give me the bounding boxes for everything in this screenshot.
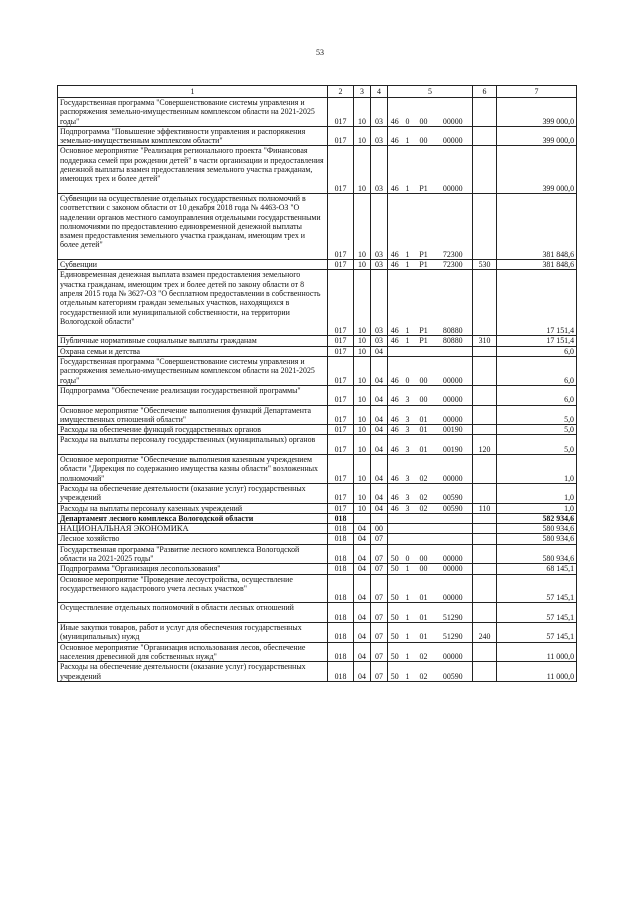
row-name-cell: Единовременная денежная выплата взамен предоставления земельного участка гражданам, имеющим трех и более детей по закону области от 8 апреля 2015 года № 3627-ОЗ "О бесплатном предоставлении в собственность отдельным категориям граждан земельных участков, находящихся в государственной или муниципальной собственности, на территории Вологодской области" [58,270,328,336]
row-name-cell: Расходы на обеспечение деятельности (оказание услуг) государственных учреждений [58,483,328,503]
row-section-code: 10 [354,503,371,513]
row-activity-code: P1 [414,193,434,259]
row-direction-code: 72300 [434,193,473,259]
table-row [58,534,577,544]
row-ministry-code: 018 [328,662,354,682]
row-section-code: 04 [354,564,371,574]
row-amount: 5,0 [497,425,577,435]
row-subprogram-code: 1 [402,564,414,574]
row-activity-code: 01 [414,623,434,643]
row-subsection-code: 04 [371,435,388,455]
row-name-cell: Подпрограмма "Повышение эффективности управления и распоряжения земельно-имущественным комплексом области" [58,126,328,146]
row-subprogram-code: 3 [402,385,414,405]
row-expense-type-code [473,603,497,623]
row-subprogram-code: 1 [402,603,414,623]
row-subsection-code: 03 [371,98,388,127]
row-section-code: 10 [354,336,371,346]
row-activity-code: P1 [414,270,434,336]
row-expense-type-code [473,524,497,534]
table-row [58,260,577,270]
row-direction-code [434,513,473,523]
row-section-code: 04 [354,524,371,534]
row-subsection-code: 00 [371,524,388,534]
row-ministry-code: 018 [328,642,354,662]
row-amount: 5,0 [497,405,577,425]
row-direction-code: 00000 [434,126,473,146]
row-program-code: 46 [388,405,402,425]
row-amount: 1,0 [497,483,577,503]
row-subsection-code: 04 [371,503,388,513]
row-direction-code: 00590 [434,503,473,513]
row-program-code: 46 [388,425,402,435]
row-subprogram-code: 1 [402,574,414,603]
row-activity-code: 02 [414,503,434,513]
row-name-cell: НАЦИОНАЛЬНАЯ ЭКОНОМИКА [58,524,328,534]
row-name-cell: Государственная программа "Совершенствование системы управления и распоряжения земельно-имущественным комплексом области на 2021-2025 годы" [58,357,328,386]
row-section-code: 10 [354,455,371,484]
row-program-code: 50 [388,603,402,623]
row-name-cell: Охрана семьи и детства [58,346,328,356]
row-subsection-code [371,513,388,523]
row-subsection-code: 07 [371,574,388,603]
row-subsection-code: 07 [371,544,388,564]
row-subprogram-code [402,513,414,523]
row-direction-code: 72300 [434,260,473,270]
row-subsection-code: 07 [371,662,388,682]
row-activity-code: 00 [414,544,434,564]
row-subprogram-code: 3 [402,483,414,503]
row-name-cell: Подпрограмма "Обеспечение реализации государственной программы" [58,385,328,405]
row-program-code [388,524,402,534]
row-ministry-code: 017 [328,357,354,386]
header-cell-1: 1 [58,86,328,98]
row-name-cell: Субвенции на осуществление отдельных государственных полномочий в соответствии с законом области от 10 декабря 2018 года № 4463-ОЗ "О наделении органов местного самоуправления отдельными государственными полномочиями по предоставлению единовременной денежной выплаты взамен предоставления земельного участка гражданам, имеющим трех и более детей" [58,193,328,259]
row-program-code [388,346,402,356]
row-section-code: 04 [354,603,371,623]
table-row [58,564,577,574]
table-row [58,425,577,435]
row-section-code [354,513,371,523]
row-section-code: 10 [354,126,371,146]
table-row [58,455,577,484]
row-name-cell: Расходы на обеспечение функций государственных органов [58,425,328,435]
row-subprogram-code: 0 [402,357,414,386]
row-direction-code: 00190 [434,435,473,455]
row-subprogram-code: 0 [402,98,414,127]
row-ministry-code: 018 [328,603,354,623]
row-subsection-code: 04 [371,385,388,405]
row-direction-code: 00000 [434,405,473,425]
row-ministry-code: 017 [328,126,354,146]
row-activity-code: P1 [414,336,434,346]
row-expense-type-code [473,405,497,425]
row-amount: 6,0 [497,385,577,405]
table-row [58,483,577,503]
header-row [58,86,577,98]
row-section-code: 04 [354,544,371,564]
row-ministry-code: 017 [328,270,354,336]
row-subprogram-code: 1 [402,623,414,643]
row-ministry-code: 017 [328,435,354,455]
table-row [58,146,577,194]
row-program-code: 46 [388,483,402,503]
row-expense-type-code [473,346,497,356]
table-row [58,503,577,513]
row-expense-type-code [473,642,497,662]
row-direction-code: 00000 [434,455,473,484]
row-expense-type-code [473,455,497,484]
row-subprogram-code [402,534,414,544]
row-subsection-code: 04 [371,455,388,484]
row-subprogram-code: 3 [402,503,414,513]
table-row [58,642,577,662]
row-subprogram-code: 1 [402,126,414,146]
row-direction-code: 51290 [434,623,473,643]
row-expense-type-code [473,513,497,523]
row-direction-code [434,524,473,534]
table-row [58,435,577,455]
row-direction-code [434,346,473,356]
row-expense-type-code [473,270,497,336]
row-amount: 399 000,0 [497,126,577,146]
row-direction-code: 80880 [434,270,473,336]
row-section-code: 10 [354,260,371,270]
table-row [58,662,577,682]
row-section-code: 10 [354,483,371,503]
row-direction-code: 00000 [434,574,473,603]
row-activity-code: 00 [414,564,434,574]
row-name-cell: Основное мероприятие "Обеспечение выполнения функций Департамента имущественных отношений области" [58,405,328,425]
row-direction-code: 00190 [434,425,473,435]
row-expense-type-code [473,193,497,259]
row-ministry-code: 017 [328,503,354,513]
row-subsection-code: 07 [371,642,388,662]
row-subsection-code: 03 [371,260,388,270]
row-subsection-code: 03 [371,126,388,146]
row-ministry-code: 018 [328,574,354,603]
row-ministry-code: 018 [328,534,354,544]
row-name-cell: Основное мероприятие "Реализация регионального проекта "Финансовая поддержка семей при рождении детей" в части организации и предоставления денежной выплаты взамен предоставления земельного участка гражданам, имеющих трех и более детей" [58,146,328,194]
row-activity-code: 02 [414,483,434,503]
row-direction-code: 00000 [434,146,473,194]
row-amount: 57 145,1 [497,603,577,623]
table-row [58,405,577,425]
row-program-code: 46 [388,455,402,484]
row-direction-code: 00000 [434,98,473,127]
row-subsection-code: 03 [371,193,388,259]
row-subsection-code: 07 [371,564,388,574]
table-row [58,524,577,534]
row-activity-code: 00 [414,98,434,127]
row-activity-code: 02 [414,662,434,682]
row-section-code: 10 [354,98,371,127]
table-row [58,270,577,336]
row-amount: 11 000,0 [497,642,577,662]
row-amount: 11 000,0 [497,662,577,682]
row-program-code: 50 [388,642,402,662]
row-direction-code: 00590 [434,662,473,682]
row-section-code: 04 [354,623,371,643]
row-section-code: 04 [354,534,371,544]
row-subprogram-code: 3 [402,405,414,425]
row-direction-code: 51290 [434,603,473,623]
row-section-code: 10 [354,385,371,405]
row-name-cell: Подпрограмма "Организация лесопользования" [58,564,328,574]
row-subsection-code: 03 [371,146,388,194]
row-activity-code: 01 [414,425,434,435]
row-activity-code [414,346,434,356]
row-amount: 6,0 [497,346,577,356]
row-expense-type-code [473,574,497,603]
row-ministry-code: 017 [328,455,354,484]
row-program-code: 46 [388,357,402,386]
row-activity-code: P1 [414,146,434,194]
row-ministry-code: 018 [328,623,354,643]
row-program-code [388,513,402,523]
table-row [58,544,577,564]
row-expense-type-code: 310 [473,336,497,346]
row-direction-code: 00000 [434,642,473,662]
row-expense-type-code [473,385,497,405]
table-row [58,98,577,127]
row-amount: 381 848,6 [497,260,577,270]
row-name-cell: Основное мероприятие "Обеспечение выполнения казенным учреждением области "Дирекция по содержанию имущества казны области" возложенных полномочий" [58,455,328,484]
table-row [58,385,577,405]
row-expense-type-code [473,357,497,386]
row-ministry-code: 018 [328,524,354,534]
row-name-cell: Лесное хозяйство [58,534,328,544]
row-subsection-code: 03 [371,270,388,336]
row-activity-code [414,524,434,534]
header-cell-5: 5 [388,86,473,98]
row-name-cell: Государственная программа "Развитие лесного комплекса Вологодской области на 2021-2025 годы" [58,544,328,564]
row-amount: 6,0 [497,357,577,386]
row-expense-type-code [473,544,497,564]
row-name-cell: Иные закупки товаров, работ и услуг для обеспечения государственных (муниципальных) нужд [58,623,328,643]
row-subprogram-code: 1 [402,146,414,194]
row-program-code: 50 [388,662,402,682]
row-subprogram-code: 3 [402,425,414,435]
row-program-code: 46 [388,385,402,405]
row-direction-code: 80880 [434,336,473,346]
row-program-code: 46 [388,193,402,259]
row-activity-code: 00 [414,126,434,146]
row-activity-code: P1 [414,260,434,270]
table-row [58,346,577,356]
row-program-code: 50 [388,623,402,643]
row-expense-type-code [473,425,497,435]
row-subsection-code: 07 [371,623,388,643]
row-subprogram-code: 1 [402,260,414,270]
row-subprogram-code: 1 [402,270,414,336]
row-activity-code: 00 [414,385,434,405]
row-amount: 399 000,0 [497,146,577,194]
row-ministry-code: 017 [328,346,354,356]
row-subprogram-code: 1 [402,642,414,662]
row-amount: 580 934,6 [497,544,577,564]
row-ministry-code: 018 [328,564,354,574]
table-body [58,98,577,682]
row-section-code: 04 [354,642,371,662]
row-ministry-code: 017 [328,193,354,259]
row-subprogram-code: 3 [402,455,414,484]
row-amount: 580 934,6 [497,534,577,544]
row-name-cell: Основное мероприятие "Организация использования лесов, обеспечение населения древесиной для собственных нужд" [58,642,328,662]
table-row [58,574,577,603]
row-subsection-code: 04 [371,357,388,386]
row-amount: 381 848,6 [497,193,577,259]
row-ministry-code: 017 [328,425,354,435]
row-subprogram-code: 1 [402,336,414,346]
row-direction-code: 00000 [434,544,473,564]
row-direction-code: 00000 [434,385,473,405]
row-amount: 57 145,1 [497,623,577,643]
row-activity-code [414,534,434,544]
page-number: 53 [316,48,324,57]
row-activity-code: 01 [414,435,434,455]
row-name-cell: Субвенции [58,260,328,270]
row-subsection-code: 07 [371,603,388,623]
row-section-code: 10 [354,435,371,455]
row-expense-type-code: 530 [473,260,497,270]
row-subsection-code: 04 [371,346,388,356]
row-ministry-code: 017 [328,483,354,503]
row-ministry-code: 017 [328,405,354,425]
row-expense-type-code: 240 [473,623,497,643]
table-row [58,126,577,146]
row-program-code: 46 [388,260,402,270]
row-subprogram-code: 1 [402,662,414,682]
row-subsection-code: 04 [371,425,388,435]
row-program-code: 46 [388,336,402,346]
header-cell-4: 4 [371,86,388,98]
row-ministry-code: 017 [328,336,354,346]
row-ministry-code: 017 [328,98,354,127]
row-program-code: 46 [388,98,402,127]
row-activity-code: 02 [414,455,434,484]
row-program-code: 46 [388,270,402,336]
table-row [58,193,577,259]
table-row [58,357,577,386]
row-section-code: 10 [354,270,371,336]
row-program-code: 50 [388,544,402,564]
row-subprogram-code: 1 [402,193,414,259]
row-amount: 17 151,4 [497,270,577,336]
row-section-code: 10 [354,357,371,386]
row-subsection-code: 03 [371,336,388,346]
table-row [58,623,577,643]
row-expense-type-code: 120 [473,435,497,455]
row-name-cell: Основное мероприятие "Проведение лесоустройства, осуществление государственного кадастрового учета лесных участков" [58,574,328,603]
row-expense-type-code [473,98,497,127]
row-section-code: 10 [354,425,371,435]
row-expense-type-code: 110 [473,503,497,513]
row-amount: 399 000,0 [497,98,577,127]
row-expense-type-code [473,146,497,194]
row-direction-code: 00590 [434,483,473,503]
row-program-code: 50 [388,564,402,574]
row-program-code: 46 [388,146,402,194]
row-program-code: 50 [388,574,402,603]
header-cell-6: 6 [473,86,497,98]
row-amount: 580 934,6 [497,524,577,534]
row-program-code: 46 [388,126,402,146]
row-activity-code [414,513,434,523]
row-program-code [388,534,402,544]
row-amount: 5,0 [497,435,577,455]
row-name-cell: Государственная программа "Совершенствование системы управления и распоряжения земельно-имущественным комплексом области на 2021-2025 годы" [58,98,328,127]
row-subprogram-code [402,524,414,534]
row-direction-code: 00000 [434,564,473,574]
row-subsection-code: 07 [371,534,388,544]
row-subprogram-code: 0 [402,544,414,564]
row-ministry-code: 017 [328,385,354,405]
row-expense-type-code [473,483,497,503]
row-subprogram-code [402,346,414,356]
row-section-code: 10 [354,193,371,259]
row-expense-type-code [473,662,497,682]
row-program-code: 46 [388,435,402,455]
row-name-cell: Департамент лесного комплекса Вологодской области [58,513,328,523]
row-section-code: 04 [354,574,371,603]
row-expense-type-code [473,564,497,574]
table-row [58,336,577,346]
table-row [58,603,577,623]
row-name-cell: Расходы на обеспечение деятельности (оказание услуг) государственных учреждений [58,662,328,682]
row-subprogram-code: 3 [402,435,414,455]
row-section-code: 04 [354,662,371,682]
row-amount: 57 145,1 [497,574,577,603]
row-ministry-code: 017 [328,146,354,194]
row-section-code: 10 [354,405,371,425]
row-ministry-code: 017 [328,260,354,270]
row-activity-code: 01 [414,603,434,623]
row-activity-code: 01 [414,574,434,603]
row-activity-code: 02 [414,642,434,662]
row-amount: 1,0 [497,455,577,484]
row-section-code: 10 [354,346,371,356]
row-expense-type-code [473,534,497,544]
row-direction-code: 00000 [434,357,473,386]
table-row [58,513,577,523]
row-activity-code: 00 [414,357,434,386]
budget-table [57,85,577,682]
row-subsection-code: 04 [371,405,388,425]
row-expense-type-code [473,126,497,146]
header-cell-7: 7 [497,86,577,98]
row-program-code: 46 [388,503,402,513]
row-name-cell: Публичные нормативные социальные выплаты гражданам [58,336,328,346]
row-section-code: 10 [354,146,371,194]
row-amount: 68 145,1 [497,564,577,574]
row-name-cell: Расходы на выплаты персоналу казенных учреждений [58,503,328,513]
header-cell-3: 3 [354,86,371,98]
row-ministry-code: 018 [328,513,354,523]
row-amount: 582 934,6 [497,513,577,523]
row-activity-code: 01 [414,405,434,425]
row-amount: 1,0 [497,503,577,513]
row-amount: 17 151,4 [497,336,577,346]
row-direction-code [434,534,473,544]
row-name-cell: Расходы на выплаты персоналу государственных (муниципальных) органов [58,435,328,455]
row-subsection-code: 04 [371,483,388,503]
row-name-cell: Осуществление отдельных полномочий в области лесных отношений [58,603,328,623]
row-ministry-code: 018 [328,544,354,564]
header-cell-2: 2 [328,86,354,98]
